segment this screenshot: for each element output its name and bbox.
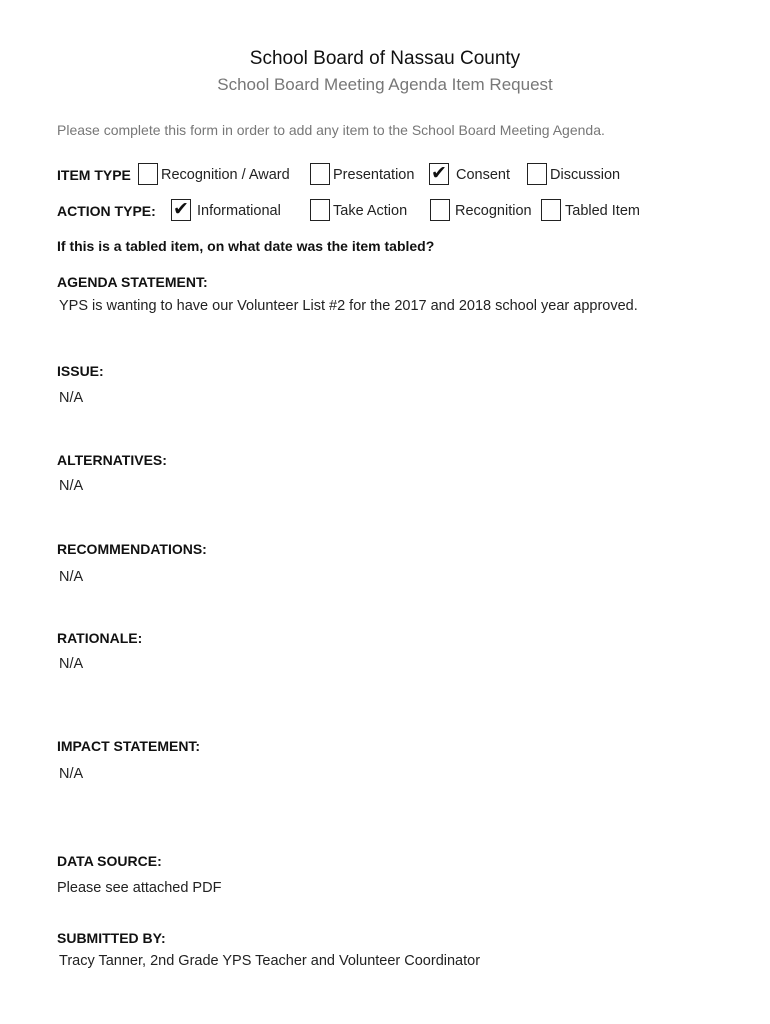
action-type-option-informational: Informational xyxy=(197,203,281,219)
item-type-option-discussion: Discussion xyxy=(550,167,621,183)
action-type-option-tabled-item: Tabled Item xyxy=(565,203,640,219)
rationale-text[interactable]: N/A xyxy=(59,656,84,672)
item-type-label: ITEM TYPE xyxy=(57,167,131,183)
action-type-checkbox-take-action[interactable] xyxy=(310,199,330,221)
action-type-option-recognition: Recognition xyxy=(455,203,532,219)
item-type-checkbox-consent[interactable]: ✔ xyxy=(429,163,449,185)
data-source-heading: DATA SOURCE: xyxy=(57,853,162,869)
item-type-checkbox-discussion[interactable] xyxy=(527,163,547,185)
issue-heading: ISSUE: xyxy=(57,363,104,379)
action-type-checkbox-tabled-item[interactable] xyxy=(541,199,561,221)
action-type-option-take-action: Take Action xyxy=(333,203,408,219)
item-type-checkbox-recognition-award[interactable] xyxy=(138,163,158,185)
recommendations-heading: RECOMMENDATIONS: xyxy=(57,541,207,557)
tabled-date-question: If this is a tabled item, on what date was the item tabled? xyxy=(57,238,435,254)
action-type-label: ACTION TYPE: xyxy=(57,203,156,219)
form-instructions: Please complete this form in order to add any item to the School Board Meeting Agenda. xyxy=(57,122,605,138)
action-type-checkbox-informational[interactable]: ✔ xyxy=(171,199,191,221)
action-type-checkbox-recognition[interactable] xyxy=(430,199,450,221)
form-subtitle: School Board Meeting Agenda Item Request xyxy=(217,75,553,94)
data-source-text[interactable]: Please see attached PDF xyxy=(57,880,222,896)
form-title: School Board of Nassau County xyxy=(249,48,521,69)
submitted-by-heading: SUBMITTED BY: xyxy=(57,930,166,946)
submitted-by-text[interactable]: Tracy Tanner, 2nd Grade YPS Teacher and Volunteer Coordinator xyxy=(59,953,481,969)
agenda-statement-text[interactable]: YPS is wanting to have our Volunteer List #2 for the 2017 and 2018 school year approved. xyxy=(59,298,638,314)
item-type-option-presentation: Presentation xyxy=(333,167,415,183)
alternatives-heading: ALTERNATIVES: xyxy=(57,452,167,468)
recommendations-text[interactable]: N/A xyxy=(59,569,84,585)
rationale-heading: RATIONALE: xyxy=(57,630,143,646)
issue-text[interactable]: N/A xyxy=(59,390,84,406)
agenda-statement-heading: AGENDA STATEMENT: xyxy=(57,274,208,290)
impact-statement-text[interactable]: N/A xyxy=(59,766,84,782)
item-type-checkbox-presentation[interactable] xyxy=(310,163,330,185)
impact-statement-heading: IMPACT STATEMENT: xyxy=(57,738,201,754)
item-type-option-consent: Consent xyxy=(456,167,511,183)
item-type-option-recognition-award: Recognition / Award xyxy=(161,167,290,183)
alternatives-text[interactable]: N/A xyxy=(59,478,84,494)
